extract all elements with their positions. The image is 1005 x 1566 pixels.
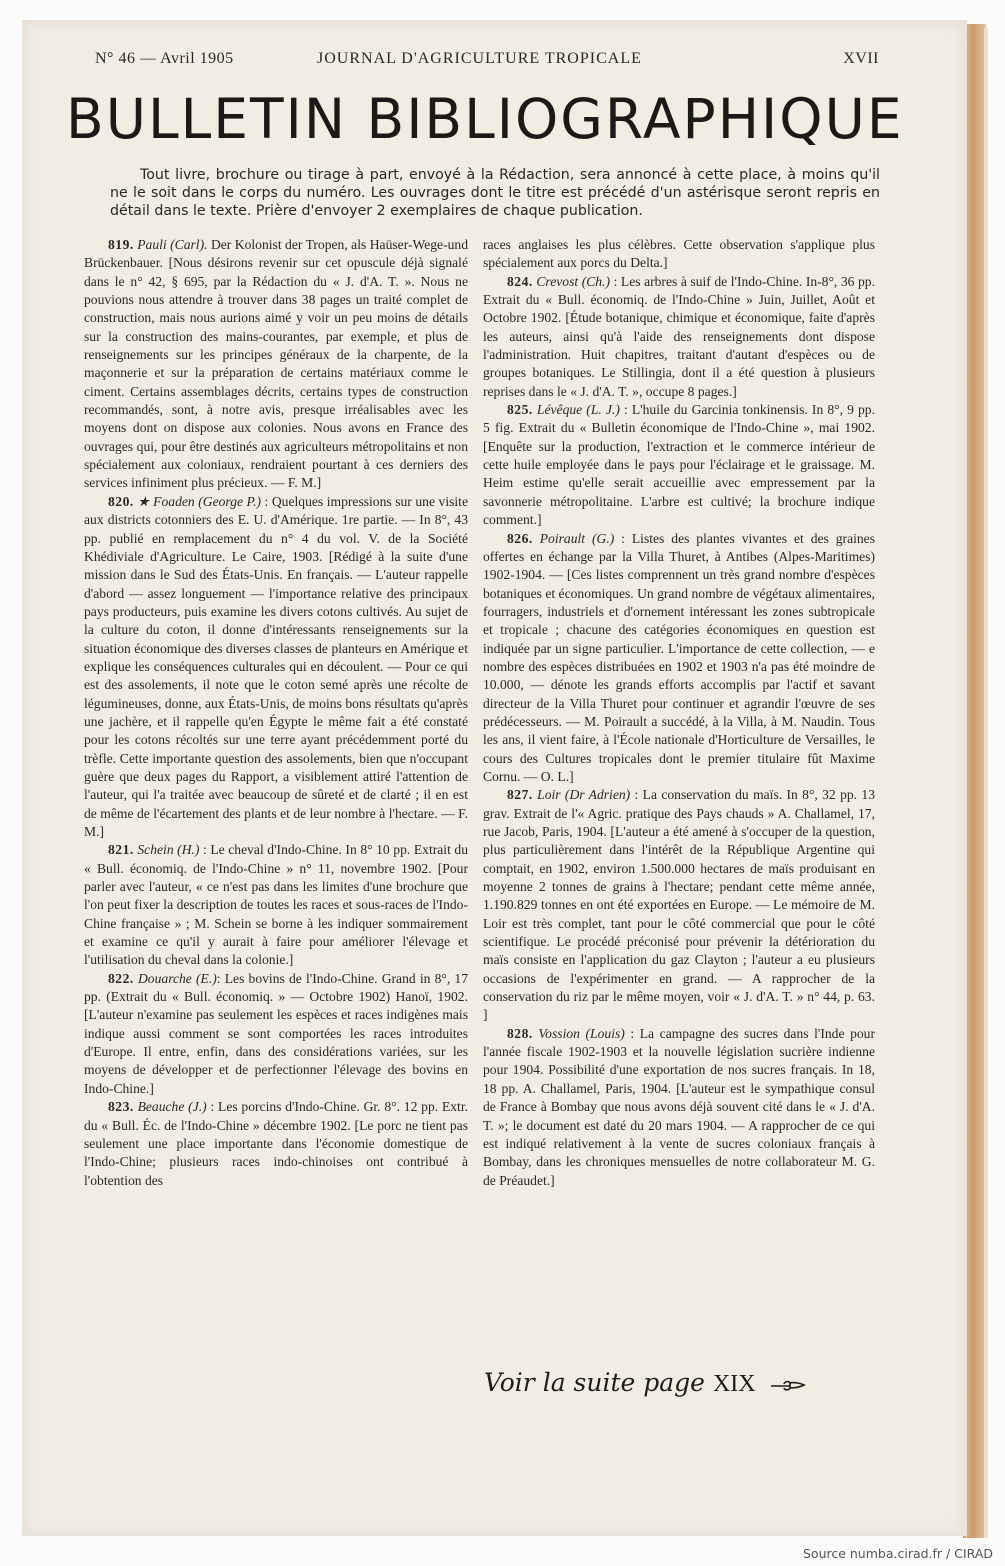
entry-author: Lévêque (L. J.)	[536, 402, 620, 418]
entry-author: Schein (H.)	[137, 842, 200, 858]
entry-author: Loir (Dr Adrien)	[537, 787, 631, 803]
right-column	[483, 236, 875, 1190]
continued-text: Voir la suite page	[484, 1368, 705, 1397]
entry-text: : L'huile du Garcinia tonkinensis. In 8°, 9 pp. 5 fig. Extrait du « Bulletin économique de l'Indo-Chine », mai 1902. [Enquête sur la production, l'extraction et le commerce intérieur de cette huile employée dans le pays pour l'éclairage et le graissage. M. Heim estime qu'elle serait accueillie avec empressement par la savonnerie métropolitaine. L'arbre est cultivé; la brochure indique comment.]	[483, 402, 875, 528]
entry-text: : Les arbres à suif de l'Indo-Chine. In-8°, 36 pp. Extrait du « Bull. économiq. de l'Indo-Chine » Juin, Juillet, Août et Octobre 1902. [Étude botanique, chimique et économique, faite d'après les auteurs, ainsi qu'à l'aide des renseignements dont dispose l'administration. Huit chapitres, traitant d'autant d'espèces ou de groupes botaniques. Le Stillingia, dont il a été question à plusieurs reprises dans le « J. d'A. T. », occupe 8 pages.]	[483, 273, 875, 399]
intro-paragraph: Tout livre, brochure ou tirage à part, envoyé à la Rédaction, sera annoncé à cette place, à moins qu'il ne le soit dans le corps du numéro. Les ouvrages dont le titre est précédé d'un astérisque seront repris en détail dans le texte. Prière d'envoyer 2 exemplaires de chaque publication.	[110, 167, 880, 219]
journal-title: JOURNAL D'AGRICULTURE TROPICALE	[317, 50, 642, 67]
running-head	[95, 50, 885, 72]
entry-number: 828.	[507, 1025, 533, 1041]
entry-author: Vossion (Louis)	[538, 1025, 625, 1041]
entry-text: : Les porcins d'Indo-Chine. Gr. 8°. 12 pp. Extr. du « Bull. Éc. de l'Indo-Chine » décembre 1902. [Le porc ne tient pas seulement une place importante dans l'économie domestique de l'Indo-Chine; plusieurs races indo-chinoises ont contribué à l'obtention des	[84, 1099, 468, 1188]
entry-number: 825.	[507, 402, 533, 418]
entry-text: : Quelques impressions sur une visite aux districts cotonniers des E. U. d'Amérique. 1re partie. — In 8°, 43 pp. publié en remplacement du n° 4 du vol. V. de la Société Khédiviale d'Agriculture. Le Caire, 1903. [Rédigé à la suite d'une mission dans le Sud des États-Unis. En français. — L'auteur rappelle d'abord — assez longuement — l'importance relative des principaux pays producteurs, puis examine les divers cotons cultivés. Au sujet de la culture du coton, il donne d'intéressants renseignements sur la situation économique des diverses classes de planteurs en Amérique et explique les conséquences culturales qui en découlent. — Pour ce qui est des assolements, il note que le coton semé après une récolte de légumineuses, donne, aux États-Unis, de moins bons résultats qu'après une jachère, et il rappelle qu'en Égypte le même fait a été constaté pour les cotons récoltés sur une terre ayant précédemment porté du trèfle. Cette importante question des assolements, bien que n'occupant guère que deux pages du Rapport, a visiblement attiré l'attention de l'auteur, qui l'a traitée avec beaucoup de sûreté et de clarté ; il en est de même de l'écartement des plants et de leur nombre à l'hectare. — F. M.]	[84, 493, 468, 839]
page-title: BULLETIN BIBLIOGRAPHIQUE	[66, 87, 904, 151]
entry-text: : Les bovins de l'Indo-Chine. Grand in 8°, 17 pp. (Extrait du « Bull. économiq. » — Octobre 1902) Hanoï, 1902. [L'auteur n'examine pas seulement les espèces et races indigènes mais indique aussi comment se sont comportées les races introduites d'Europe. Il entre, enfin, dans des considérations variées, sur les moyens de développer et de perfectionner l'élevage des bovins en Indo-Chine.]	[84, 970, 468, 1096]
entry-823	[84, 1098, 468, 1190]
entry-author: Beauche (J.)	[137, 1099, 207, 1115]
entry-825	[483, 401, 875, 529]
entry-author: Douarche (E.)	[137, 970, 217, 986]
entry-824	[483, 273, 875, 401]
entry-text: : Le cheval d'Indo-Chine. In 8° 10 pp. Extrait du « Bull. économiq. de l'Indo-Chine » n° 11, novembre 1902. [Pour parler avec l'auteur, « ce n'est pas dans les limites d'une brochure que l'on peut fixer la description de toutes les races et sous-races de l'Indo-Chine française » ; M. Schein se borne à les indiquer sommairement et examine ce qu'il y aurait à faire pour améliorer l'élevage et l'utilisation du cheval dans la colonie.]	[84, 842, 469, 968]
entry-author: Pauli (Carl).	[137, 237, 208, 252]
entry-number: 826.	[507, 530, 533, 546]
entry-number: 823.	[108, 1099, 134, 1115]
entry-828	[483, 1025, 875, 1190]
entry-821	[84, 841, 468, 969]
entry-819	[84, 236, 468, 493]
entry-827	[483, 786, 875, 1024]
source-note: Source numba.cirad.fr / CIRAD	[802, 1546, 993, 1561]
page-edge-highlight	[984, 28, 988, 1538]
entry-text: : La conservation du maïs. In 8°, 32 pp. 13 grav. Extrait de l'« Agric. pratique des Pays chauds » A. Challamel, 17, rue Jacob, Paris, 1904. [L'auteur a été amené à s'occuper de la question, plus particulièrement dans l'intérêt de la République Argentine qui comptait, en 1902, environ 1.500.000 hectares de maïs produisant en moyenne 2 tonnes de grains à l'hectare; pendant cette même année, 1.190.829 tonnes en ont été exportées en Europe. — Le mémoire de M. Loir est très complet, tant pour le côté commercial que pour le côté scientifique. Le procédé préconisé pour prévenir la détérioration du maïs consiste en l'application du gaz Clayton ; l'auteur a eu plusieurs occasions de l'expérimenter en grand. — A rapprocher de la conservation du riz par le même moyen, voir « J. d'A. T. » n° 44, p. 63. ]	[483, 787, 876, 1023]
issue-label: N° 46 — Avril 1905	[95, 50, 234, 67]
continued-note	[484, 1368, 806, 1408]
entry-826	[483, 530, 875, 787]
continued-page: XIX	[712, 1371, 756, 1397]
left-column	[84, 236, 468, 1190]
entry-820	[84, 493, 468, 842]
pointing-hand-icon	[770, 1370, 806, 1399]
entry-text: Der Kolonist der Tropen, als Haüser-Wege-und Brückenbauer. [Nous désirons revenir sur cet opuscule déjà signalé dans le n° 42, § 695, par la Rédaction du « J. d'A. T. ». Nous ne pouvions nous attendre à trouver dans 38 pages un traité complet de construction, mais nous aurions aimé y voir un peu moins de détails sur la construction des mains-courantes, par exemple, et plus de renseignements sur les principes généraux de la charpente, de la maçonnerie et sur la préparation de certains matériaux comme le ciment. Certains assemblages décrits, certains types de construction recommandés, sont, à notre avis, presque irréalisables avec les moyens dont on dispose aux colonies. Nous avons en France des ouvrages qui, pour être destinés aux agriculteurs métropolitains et non spécialement aux coloniaux, rendraient pourtant à ces derniers des services infiniment plus précieux. — F. M.]	[84, 237, 468, 491]
entry-number: 824.	[507, 273, 533, 289]
entry-number: 819.	[108, 237, 134, 252]
entry-number: 821.	[108, 842, 134, 858]
entry-author: Poirault (G.)	[539, 530, 615, 546]
page-number: XVII	[843, 50, 879, 67]
entry-822	[84, 970, 468, 1098]
entry-author: Crevost (Ch.)	[536, 273, 611, 289]
entry-number: 827.	[507, 787, 533, 803]
entry-number: 822.	[108, 970, 134, 986]
entry-author: ★ Foaden (George P.)	[137, 493, 262, 509]
entry-number: 820.	[108, 493, 134, 509]
entry-text: : Listes des plantes vivantes et des graines offertes en échange par la Villa Thuret, à Antibes (Alpes-Maritimes) 1902-1904. — [Ces listes comprennent un très grand nombre d'espèces botaniques et économiques. Un grand nombre de végétaux alimentaires, fourragers, industriels et d'ornement intéressant les zones subtropicale et tropicale ; chacune des catégories économiques en question est indiquée par un signe particulier. L'importance de cette collection, — e nombre des espèces distribuées en 1902 et 1903 n'a pas été moindre de 10.000, — dénote les grands efforts accomplis par l'actif et savant directeur de la Villa Thuret pour continuer et agrandir l'œuvre de ses prédécesseurs. — M. Poirault a succédé, à la Villa, à M. Naudin. Tous les ans, il vient faire, à l'École nationale d'Horticulture de Versailles, le cours des Cultures tropicales dont le premier titulaire fût Maxime Cornu. — O. L.]	[483, 530, 875, 784]
entry-text: : La campagne des sucres dans l'Inde pour l'année fiscale 1902-1903 et la nouvelle législation sucrière indienne pour 1904. Possibilité d'une exportation de nos sucres français. In 18, 18 pp. A. Challamel, Paris, 1904. [L'auteur est le sympathique consul de France à Bombay que nous avons déjà souvent cité dans le « J. d'A. T. »; le document est daté du 20 mars 1904. — A rapprocher de ce qui est indiqué relativement à la vente de sucres coloniaux français à Bombay, dans les chroniques mensuelles de notre collaborateur M. G. de Préaudet.]	[483, 1025, 875, 1188]
entry-823-continuation: races anglaises les plus célèbres. Cette observation s'applique plus spécialement aux porcs du Delta.]	[483, 237, 875, 271]
